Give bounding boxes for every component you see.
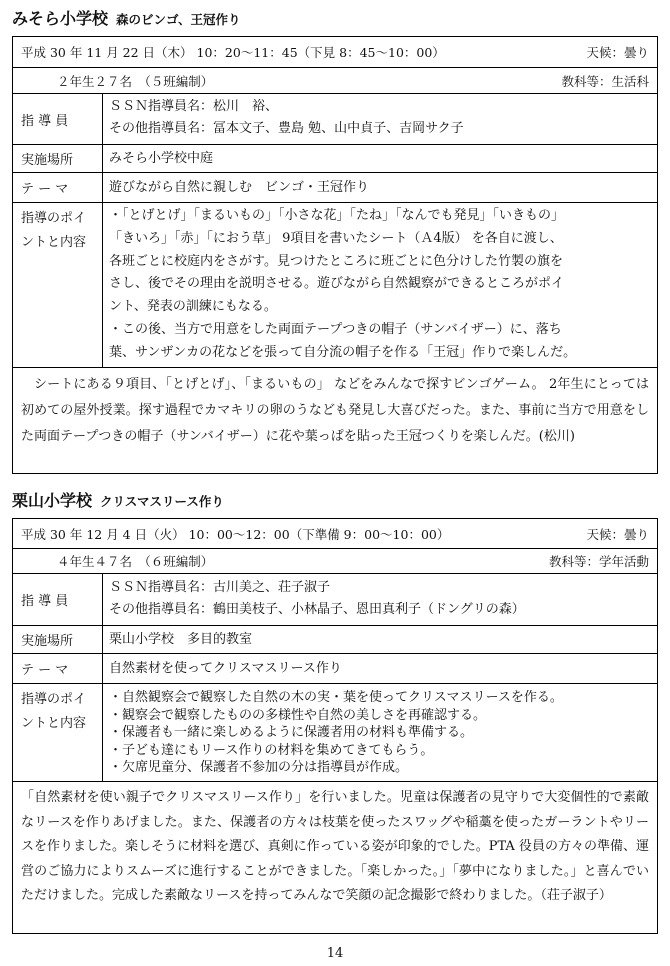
- report-table: [12, 36, 658, 474]
- place-label: 実施場所: [13, 145, 103, 172]
- report-text: 「自然素材を使い親子でクリスマスリース作り」を行いました。児童は保護者の見守りで大変個性的で素敵なリースを作りあげました。また、保護者の方々は枝葉を使ったスワッグや稲藁を使ったガーラントやリースを作りました。楽しそうに材料を選び、真剣に作っている姿が印象的でした。PTA 役員の方々の準備、運営のご協力によりスムーズに進行することができました。「楽しかった。」「夢中になりました。」と喜んでいただけました。完成した素敵なリースを持ってみんなで笑顔の記念撮影で終わりました。（荘子淑子）: [21, 790, 649, 903]
- subject: 教科等：生活科: [561, 73, 649, 89]
- theme-label: テ ー マ: [13, 654, 103, 683]
- subject: 教科等：学年活動: [548, 554, 649, 569]
- report-text: シートにある９項目、「とげとげ」、「まるいもの」 などをみんなで探すビンゴゲーム。 2年生にとっては初めての屋外授業。探す過程でカマキリの卵のうなども発見し大喜びだった。また、事前に当方で用意をした両面テープつきの帽子（サンバイザー）に花や葉っぱを貼った王冠つくりを楽しんだ。(松川): [21, 377, 649, 444]
- leader-line: ＳＳＮ指導員名：松川 裕、: [109, 99, 279, 114]
- date-line: 平成 30 年 11 月 22 日（木） 10：20～11：45（下見 8：45～10：00）: [21, 45, 445, 60]
- leader-line: その他指導員名：鶴田美枝子、小林晶子、恩田真利子（ドングリの森）: [109, 602, 525, 617]
- date-line: 平成 30 年 12 月 4 日（火） 10：00～12：00（下準備 9：00～10：00）: [21, 526, 450, 542]
- points-label: 指導のポイントと内容: [13, 203, 103, 367]
- points-line: ・観察会で観察したものの多様性や自然の美しさを再確認する。: [109, 707, 487, 723]
- leader-values: [103, 94, 657, 144]
- points-line: ント、発表の訓練にもなる。: [109, 299, 277, 315]
- points-line: ・欠席児童分、保護者不参加の分は指導員が作成。: [109, 760, 409, 775]
- leader-row: [13, 94, 657, 145]
- points-line: ・この後、当方で用意をした両面テープつきの帽子（サンバイザー）に、落ち: [109, 321, 562, 337]
- points-line: 各班ごとに校庭内をさがす。見つけたところに班ごとに色分けした竹製の旗を: [109, 253, 563, 269]
- points-line: ・保護者も一緒に楽しめるように保護者用の材料も準備する。: [109, 725, 474, 740]
- activity-subtitle: クリスマスリース作り: [100, 494, 224, 509]
- points-line: 葉、サンザンカの花などを張って自分流の帽子を作る「王冠」作りで楽しんだ。: [109, 344, 577, 360]
- leader-line: ＳＳＮ指導員名：古川美之、荘子淑子: [109, 580, 331, 595]
- points-line: さし、後でその理由を説明させる。遊びながら自然観察ができるところがポイ: [109, 276, 565, 292]
- grade-row: [13, 549, 657, 574]
- section-title: [12, 488, 224, 511]
- points-line: ・自然観察会で観察した自然の木の実・葉を使ってクリスマスリースを作る。: [109, 690, 563, 705]
- points-row: [13, 203, 657, 368]
- date-row: [13, 519, 657, 549]
- leader-row: [13, 574, 657, 626]
- grade-info: ２年生２７名 （５班編制）: [57, 73, 214, 89]
- school-name: みそら小学校: [12, 9, 109, 28]
- leader-label: 指 導 員: [13, 94, 103, 144]
- points-row: [13, 684, 657, 782]
- leader-label: 指 導 員: [13, 574, 103, 625]
- theme-row: [13, 654, 657, 684]
- place-value: 栗山小学校 多目的教室: [109, 631, 253, 647]
- points-values: [103, 684, 657, 781]
- points-line: 「きいろ」「赤」「におう草」 9項目を書いたシート（Ａ4版） を各自に渡し、: [109, 230, 563, 246]
- theme-value: 自然素材を使ってクリスマスリース作り: [109, 660, 342, 676]
- date-row: [13, 37, 657, 68]
- theme-value: 遊びながら自然に親しむ ビンゴ・王冠作り: [109, 179, 370, 195]
- grade-info: ４年生４７名 （６班編制）: [57, 554, 214, 569]
- place-row: [13, 145, 657, 173]
- points-label: 指導のポイントと内容: [13, 684, 103, 781]
- activity-subtitle: 森のビンゴ、王冠作り: [116, 12, 241, 27]
- weather: 天候：曇り: [586, 45, 649, 60]
- place-value: みそら小学校中庭: [109, 150, 214, 166]
- weather: 天候：曇り: [586, 526, 649, 542]
- points-line: ・「とげとげ」「まるいもの」「小さな花」「たね」「なんでも発見」「いきもの」: [109, 208, 565, 223]
- place-row: [13, 626, 657, 654]
- points-line: ・子ども達にもリース作りの材料を集めてきてもらう。: [109, 742, 434, 758]
- leader-values: [103, 574, 657, 625]
- theme-label: テ ー マ: [13, 173, 103, 202]
- points-values: [103, 203, 657, 367]
- section-title: [12, 6, 241, 29]
- report-table: [12, 518, 658, 934]
- grade-row: [13, 68, 657, 94]
- school-name: 栗山小学校: [12, 491, 93, 510]
- theme-row: [13, 173, 657, 203]
- leader-line: その他指導員名：冨本文子、豊島 勉、山中貞子、吉岡サク子: [109, 121, 464, 136]
- page-number: 14: [326, 946, 344, 961]
- place-label: 実施場所: [13, 626, 103, 653]
